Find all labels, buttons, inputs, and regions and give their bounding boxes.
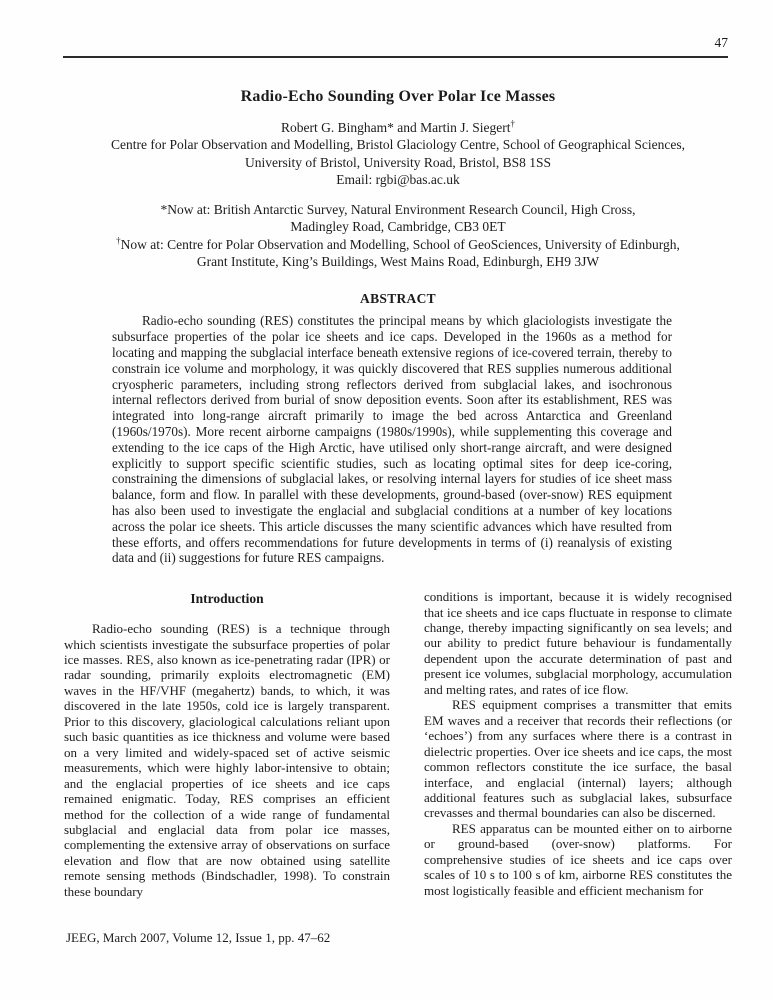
abstract-text: Radio-echo sounding (RES) constitutes the principal means by which glaciologists investigate the subsurface properties of the polar ice sheets and ice caps. Developed in the 1960s as a method for locating and mapping the subglacial interface beneath extensive regions of ice-covered terrain, thereby to constrain ice volume and morphology, it was quickly discovered that RES supplies numerous additional cryospheric parameters, including strong reflectors derived from subglacial lakes, and isochronous internal reflectors derived from burial of snow deposition events. Soon after its establishment, RES was integrated into long-range aircraft primarily to image the bed across Antarctica and Greenland (1960s/1970s). More recent airborne campaigns (1980s/1990s), while supplementing this coverage and extending to the ice caps of the High Arctic, have utilised only short-range aircraft, and were designed explicitly to support specific scientific studies, such as locating optimal sites for deep ice-coring, constraining the dimensions of subglacial lakes, or resolving internal layers for studies of ice sheet mass balance, form and flow. In parallel with these developments, ground-based (over-snow) RES equipment has also been used to investigate the englacial and subglacial conditions at a number of key locations across the polar ice sheets. This article discusses the many scientific advances which have resulted from these efforts, and offers recommendations for future developments in terms of (i) reanalysis of existing data and (ii) suggestions for future RES campaigns. <box>112 313 672 566</box>
right-column-paragraph-3: RES apparatus can be mounted either on to airborne or ground-based (over-snow) platforms. For comprehensive studies of ice sheets and ice caps over scales of 10 s to 100 s of km, airborne RES constitutes the most logistically feasible and efficient mechanism for <box>424 820 732 898</box>
email-line: Email: rgbi@bas.ac.uk <box>336 171 460 187</box>
left-column-paragraph: Radio-echo sounding (RES) is a technique through which scientists investigate the subsurface properties of polar ice masses. RES, also known as ice-penetrating radar (IPR) or radar sounding, primarily exploits electromagnetic (EM) waves in the HF/VHF (megahertz) bands, to which, it was discovered in the late 1950s, cold ice is largely transparent. Prior to this discovery, glaciological calculations reliant upon such basic quantities as ice thickness and volume were based on a very limited and widely-spaced set of active seismic measurements, which were highly labor-intensive to obtain; and the englacial properties of ice sheets and ice caps remained enigmatic. Today, RES comprises an efficient method for the collection of a wide range of fundamental subglacial and englacial data from polar ice masses, complementing the extensive array of observations on surface elevation and flow that are now obtained using satellite remote sensing methods (Bindschadler, 1998). To constrain these boundary <box>64 621 390 899</box>
footnote-asterisk-line-1: *Now at: British Antarctic Survey, Natural Environment Research Council, High Cross, <box>160 202 636 218</box>
footnote-asterisk-line-2: Madingley Road, Cambridge, CB3 0ET <box>290 219 506 235</box>
right-column <box>424 589 732 899</box>
author-footnotes <box>64 201 732 270</box>
author-dagger-superscript: † <box>510 118 515 129</box>
affiliation-line-1: Centre for Polar Observation and Modelling, Bristol Glaciology Centre, School of Geographical Sciences, <box>111 137 685 153</box>
footnote-dagger-text: Now at: Centre for Polar Observation and Modelling, School of GeoSciences, University of Edinburgh, <box>120 236 680 252</box>
left-column <box>64 589 390 899</box>
authors-names: Robert G. Bingham* and Martin J. Siegert <box>281 120 511 135</box>
document-body <box>64 81 732 899</box>
page-number: 47 <box>714 35 728 50</box>
footnote-dagger-symbol: † <box>116 235 121 246</box>
footnote-dagger-line-2: Grant Institute, King’s Buildings, West Mains Road, Edinburgh, EH9 3JW <box>196 254 600 270</box>
abstract-heading: ABSTRACT <box>360 291 436 307</box>
right-column-paragraph-2: RES equipment comprises a transmitter that emits EM waves and a receiver that records their reflections (or ‘echoes’) from any surfaces where there is a contrast in dielectric properties. Over ice sheets and ice caps, the most common reflectors constitute the ice surface, the basal interface, and englacial (internal) layers; although additional features such as subglacial lakes, subsurface crevasses and thermal boundaries can also be discerned. <box>424 697 732 821</box>
introduction-heading: Introduction <box>190 591 264 607</box>
affiliation-line-2: University of Bristol, University Road, Bristol, BS8 1SS <box>244 154 552 170</box>
right-column-paragraph-1: conditions is important, because it is widely recognised that ice sheets and ice caps fluctuate in response to climate change, thereby impacting significantly on sea levels; and our ability to predict future behaviour is fundamentally dependent upon the accurate determination of past and present ice volumes, subglacial morphology, accumulation and melting rates, and rates of ice flow. <box>424 589 732 697</box>
footnote-dagger-line-1 <box>64 236 732 253</box>
header-rule <box>63 56 728 58</box>
journal-citation-footer: JEEG, March 2007, Volume 12, Issue 1, pp. 47–62 <box>66 930 331 945</box>
article-title: Radio-Echo Sounding Over Polar Ice Masses <box>240 88 556 105</box>
two-column-section <box>64 589 732 899</box>
authors-line <box>64 119 732 136</box>
